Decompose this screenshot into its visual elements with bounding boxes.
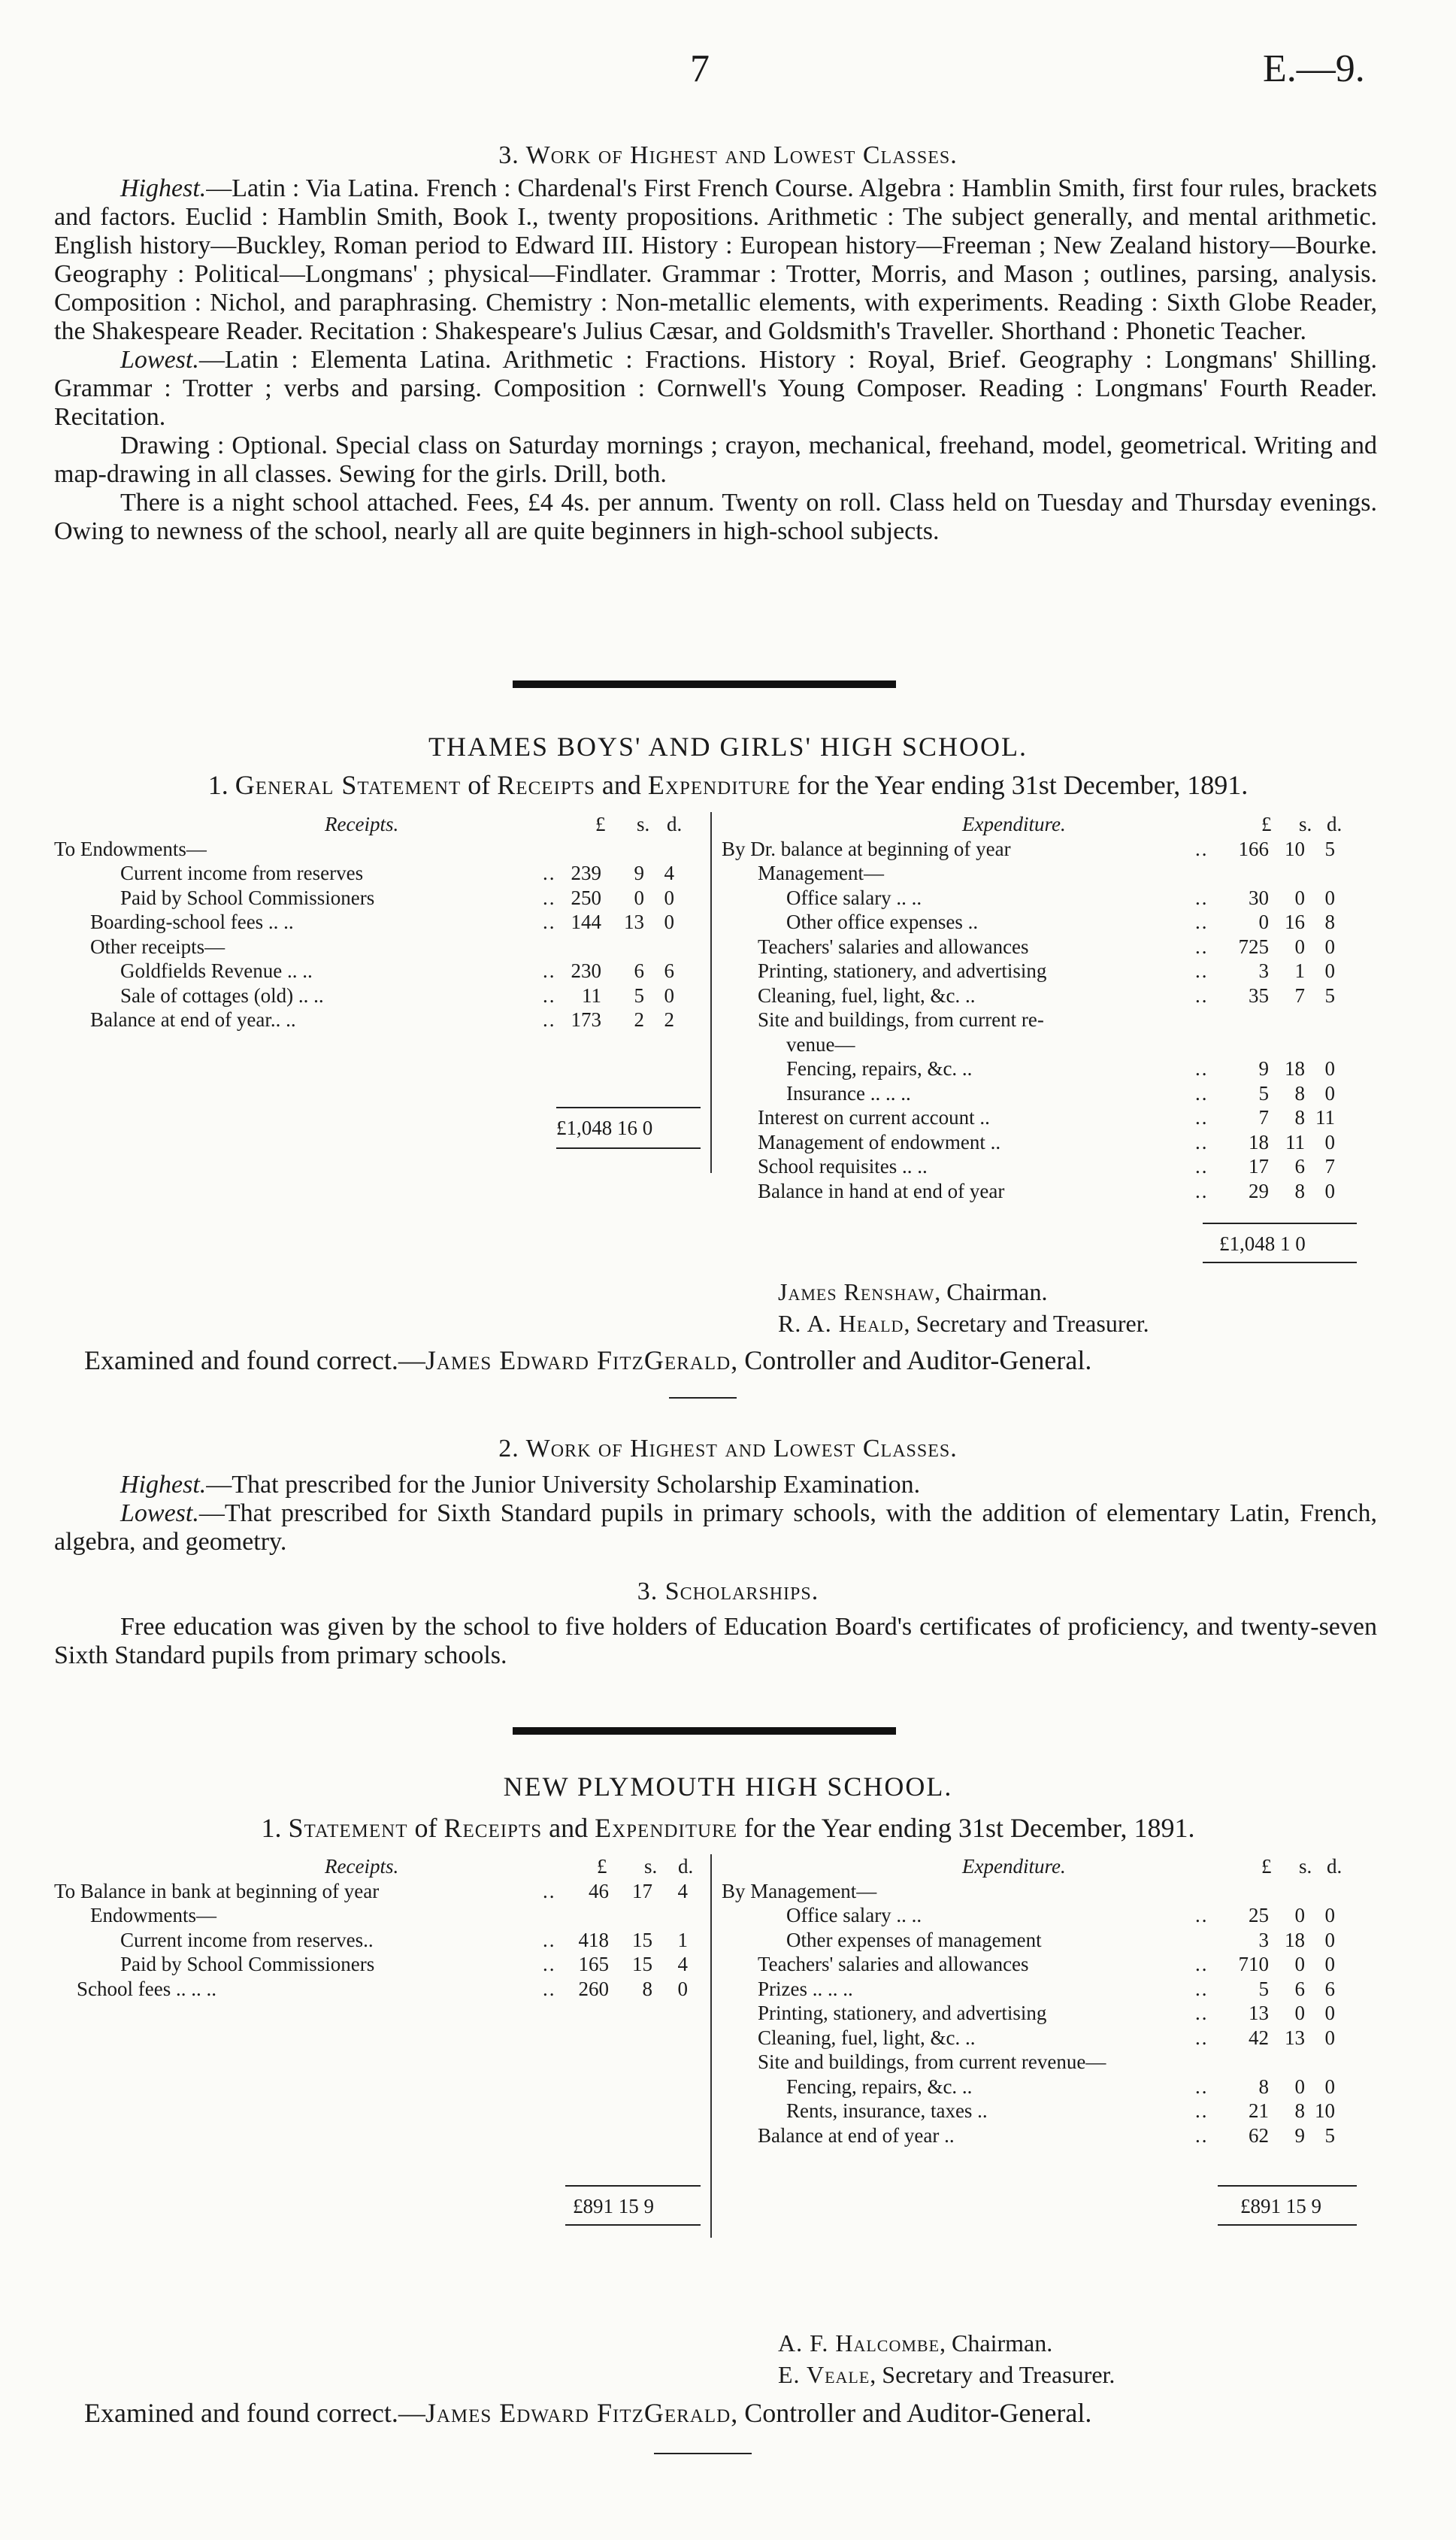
row-label: By Dr. balance at beginning of year [722, 837, 1011, 860]
account-row [722, 2026, 1383, 2050]
leader-dots: .. [1195, 2123, 1209, 2147]
amount-shillings: 7 [1294, 984, 1305, 1007]
leader-dots: .. [1195, 1106, 1209, 1129]
amount-pounds: 29 [1249, 1179, 1269, 1202]
currency-pence: d. [667, 813, 683, 835]
amount-pence: 1 [677, 1928, 688, 1951]
account-row [722, 2001, 1383, 2026]
leader-dots: .. [543, 1008, 556, 1031]
row-label: Management— [758, 862, 884, 884]
amount-pounds: 42 [1249, 2026, 1269, 2049]
leader-dots: .. [1195, 935, 1209, 958]
row-label: Boarding-school fees .. .. [90, 911, 294, 933]
account-row [54, 935, 708, 959]
amount-shillings: 17 [632, 1879, 652, 1902]
currency-shilling: s. [1299, 1855, 1312, 1878]
account-row [722, 1928, 1383, 1953]
row-label: Goldfields Revenue .. .. [120, 959, 313, 982]
section-heading: 3. Work of Highest and Lowest Classes. [498, 141, 958, 169]
leader-dots: .. [1195, 1179, 1209, 1202]
account-row [54, 910, 708, 935]
account-row [722, 861, 1383, 886]
receipts-heading: Receipts. [325, 1855, 399, 1878]
amount-pence: 0 [664, 886, 674, 909]
amount-pence: 6 [1324, 1977, 1335, 2000]
receipts-table [54, 1854, 708, 2217]
leader-dots: .. [543, 1879, 556, 1902]
lowest-text: —Latin : Elementa Latina. Arithmetic : Fractions. History : Royal, Brief. Geography : Longmans' Shilling. Grammar : Trotter ; verbs and parsing. Composition : Cornwell's Young Composer. Reading : Longmans' Fourth Reader. Recitation. [54, 346, 1377, 431]
row-label: Balance at end of year .. [758, 2123, 955, 2147]
receipts-table [54, 812, 708, 1139]
row-label: Fencing, repairs, &c. .. [786, 1057, 973, 1080]
amount-shillings: 0 [1294, 2075, 1305, 2098]
amount-pounds: 166 [1238, 837, 1269, 860]
leader-dots: .. [1195, 1081, 1209, 1105]
amount-pence: 4 [677, 1953, 688, 1975]
amount-pence: 4 [664, 862, 674, 884]
row-label: Office salary .. .. [786, 886, 922, 909]
page-number: 7 [690, 47, 710, 90]
account-row [54, 837, 708, 862]
row-label: Balance in hand at end of year [758, 1179, 1005, 1202]
amount-shillings: 0 [1294, 935, 1305, 958]
page-series: E.—9. [1263, 47, 1365, 90]
amount-pence: 10 [1315, 2099, 1335, 2122]
amount-pence: 6 [664, 959, 674, 982]
row-label: Fencing, repairs, &c. .. [786, 2075, 973, 2098]
row-label: Teachers' salaries and allowances [758, 1953, 1029, 1975]
amount-shillings: 6 [634, 959, 644, 982]
total-rule [1203, 1262, 1357, 1263]
row-label: Site and buildings, from current revenue— [758, 2050, 1106, 2073]
section-heading: 3. Scholarships. [637, 1578, 819, 1605]
account-row [54, 1928, 708, 1953]
currency-pound: £ [1261, 813, 1272, 835]
row-label: Cleaning, fuel, light, &c. .. [758, 2026, 976, 2049]
night-school-text: There is a night school attached. Fees, £4 4s. per annum. Twenty on roll. Class held on Tuesday and Thursday evenings. Owing to newness of the school, nearly all are quite beginners in high-school subjects. [54, 489, 1377, 545]
amount-shillings: 15 [632, 1953, 652, 1975]
account-row [722, 886, 1383, 911]
amount-pounds: 710 [1238, 1953, 1269, 1975]
amount-shillings: 10 [1285, 837, 1305, 860]
amount-pounds: 725 [1238, 935, 1269, 958]
row-label: Cleaning, fuel, light, &c. .. [758, 984, 976, 1007]
short-divider [654, 2453, 752, 2454]
amount-pounds: 17 [1249, 1155, 1269, 1178]
leader-dots: .. [543, 959, 556, 982]
amount-shillings: 13 [1285, 2026, 1305, 2049]
signature-chairman: James Renshaw, Chairman. [778, 1278, 1048, 1305]
currency-shilling: s. [644, 1855, 658, 1878]
amount-pounds: 30 [1249, 886, 1269, 909]
school-title: NEW PLYMOUTH HIGH SCHOOL. [503, 1772, 953, 1802]
section-divider [513, 1727, 896, 1735]
currency-pound: £ [1261, 1855, 1272, 1878]
amount-pounds: 230 [571, 959, 601, 982]
account-row [722, 1130, 1383, 1155]
currency-shilling: s. [1299, 813, 1312, 835]
row-label: Site and buildings, from current re- [758, 1008, 1044, 1031]
leader-dots: .. [1195, 2026, 1209, 2049]
row-label: Other receipts— [90, 935, 226, 958]
amount-shillings: 0 [634, 886, 644, 909]
account-row [54, 1903, 708, 1928]
statement-subtitle: 1. Statement of Receipts and Expenditure for the Year ending 31st December, 1891. [261, 1813, 1195, 1843]
amount-pence: 0 [664, 911, 674, 933]
amount-shillings: 0 [1294, 2002, 1305, 2024]
account-row [722, 959, 1383, 984]
amount-shillings: 8 [1294, 1179, 1305, 1202]
amount-shillings: 0 [1294, 1953, 1305, 1975]
currency-pound: £ [597, 1855, 607, 1878]
account-row [722, 935, 1383, 959]
amount-shillings: 8 [1294, 1081, 1305, 1105]
leader-dots: .. [1195, 886, 1209, 909]
account-row [722, 2099, 1383, 2123]
amount-shillings: 13 [624, 911, 644, 933]
expenditure-total: £1,048 1 0 [1219, 1232, 1306, 1255]
row-label: venue— [786, 1032, 855, 1056]
account-row [722, 1056, 1383, 1081]
amount-pounds: 418 [578, 1928, 609, 1951]
total-rule [556, 1147, 701, 1149]
amount-pounds: 18 [1249, 1130, 1269, 1153]
amount-pence: 0 [677, 1977, 688, 2000]
amount-pence: 4 [677, 1879, 688, 1902]
row-label: School requisites .. .. [758, 1155, 928, 1178]
total-rule [556, 1107, 701, 1108]
leader-dots: .. [543, 1928, 556, 1951]
expenditure-table [722, 812, 1383, 1255]
amount-pence: 0 [1324, 886, 1335, 909]
account-row [54, 861, 708, 886]
account-row [54, 1977, 708, 2002]
account-row [54, 1952, 708, 1977]
row-label: Sale of cottages (old) .. .. [120, 984, 324, 1007]
signature-chairman: A. F. Halcombe, Chairman. [778, 2329, 1053, 2357]
leader-dots: .. [543, 862, 556, 884]
amount-pence: 0 [1324, 959, 1335, 982]
amount-shillings: 15 [632, 1928, 652, 1951]
row-label: Paid by School Commissioners [120, 1953, 375, 1975]
total-rule [1203, 1223, 1357, 1224]
currency-pence: d. [1327, 813, 1342, 835]
leader-dots: .. [1195, 959, 1209, 982]
amount-shillings: 11 [1285, 1130, 1305, 1153]
leader-dots: .. [543, 1953, 556, 1975]
amount-pounds: 173 [571, 1008, 601, 1031]
amount-pence: 0 [1324, 1928, 1335, 1951]
amount-pence: 0 [1324, 2002, 1335, 2024]
row-label: Printing, stationery, and advertising [758, 2002, 1047, 2024]
amount-pounds: 21 [1249, 2099, 1269, 2122]
row-label: To Endowments— [54, 837, 207, 860]
amount-pounds: 165 [578, 1953, 609, 1975]
account-row [722, 1105, 1383, 1130]
account-row [722, 2050, 1383, 2075]
amount-shillings: 6 [1294, 1155, 1305, 1178]
amount-pounds: 260 [578, 1977, 609, 2000]
highest-label: Highest. [120, 174, 207, 202]
amount-pence: 2 [664, 1008, 674, 1031]
leader-dots: .. [1195, 911, 1209, 933]
amount-pounds: 5 [1258, 1081, 1269, 1105]
leader-dots: .. [1195, 1953, 1209, 1975]
signature-secretary: R. A. Heald, Secretary and Treasurer. [778, 1310, 1149, 1337]
amount-pounds: 239 [571, 862, 601, 884]
amount-pounds: 7 [1258, 1106, 1269, 1129]
row-label: Management of endowment .. [758, 1130, 1001, 1153]
row-label: Rents, insurance, taxes .. [786, 2099, 988, 2122]
amount-pence: 0 [1324, 1953, 1335, 1975]
leader-dots: .. [1195, 1057, 1209, 1080]
leader-dots: .. [1195, 1130, 1209, 1153]
amount-shillings: 16 [1285, 911, 1305, 933]
row-label: Insurance .. .. .. [786, 1081, 911, 1105]
leader-dots: .. [543, 886, 556, 909]
amount-shillings: 0 [1294, 886, 1305, 909]
amount-pounds: 3 [1258, 1928, 1269, 1951]
section-divider [513, 680, 896, 688]
highest-text: —Latin : Via Latina. French : Chardenal's First French Course. Algebra : Hamblin Smith, first four rules, brackets and factors. Euclid : Hamblin Smith, Book I., twenty propositions. Arithmetic : The subject generally, and mental arithmetic. English history—Buckley, Roman period to Edward III. History : European history—Freeman ; New Zealand history—Bourke. Geography : Political—Longmans' ; physical—Findlater. Grammar : Trotter, Morris, and Mason ; outlines, parsing, analysis. Composition : Nichol, and paraphrasing. Chemistry : Non-metallic elements, with experiments. Reading : Sixth Globe Reader, the Shakespeare Reader. Recitation : Shakespeare's Julius Cæsar, and Goldsmith's Traveller. Shorthand : Phonetic Teacher. [54, 174, 1377, 345]
row-label: Endowments— [90, 1904, 216, 1926]
account-row [54, 984, 708, 1008]
expenditure-total: £891 15 9 [1240, 2195, 1321, 2217]
amount-pence: 0 [1324, 2026, 1335, 2049]
classes-text [54, 174, 1377, 546]
amount-pounds: 25 [1249, 1904, 1269, 1926]
row-label: Current income from reserves.. [120, 1928, 374, 1951]
amount-pounds: 13 [1249, 2002, 1269, 2024]
amount-shillings: 2 [634, 1008, 644, 1031]
leader-dots: .. [1195, 2075, 1209, 2098]
amount-pence: 0 [1324, 935, 1335, 958]
thames-classes-text: Highest.—That prescribed for the Junior University Scholarship Examination. Lowest.—That prescribed for Sixth Standard pupils in primary schools, with the addition of elementary Latin, French, algebra, and geometry. [54, 1471, 1377, 1556]
row-label: Other office expenses .. [786, 911, 979, 933]
leader-dots: .. [543, 984, 556, 1007]
amount-pence: 11 [1315, 1106, 1335, 1129]
auditor-statement: Examined and found correct.—James Edward FitzGerald, Controller and Auditor-General. [84, 2398, 1092, 2428]
currency-pence: d. [678, 1855, 694, 1878]
amount-shillings: 8 [1294, 1106, 1305, 1129]
row-label: Teachers' salaries and allowances [758, 935, 1029, 958]
amount-pence: 0 [1324, 1904, 1335, 1926]
account-row [722, 1952, 1383, 1977]
amount-pence: 5 [1324, 984, 1335, 1007]
total-rule [1218, 2185, 1357, 2187]
amount-shillings: 5 [634, 984, 644, 1007]
row-label: By Management— [722, 1879, 877, 1902]
account-row [722, 2123, 1383, 2148]
expenditure-heading: Expenditure. [962, 813, 1066, 835]
amount-pence: 8 [1324, 911, 1335, 933]
drawing-text: Drawing : Optional. Special class on Saturday mornings ; crayon, mechanical, freehand, model, geometrical. Writing and map-drawing in all classes. Sewing for the girls. Drill, both. [54, 432, 1377, 488]
row-label: Prizes .. .. .. [758, 1977, 853, 2000]
amount-pence: 0 [1324, 1179, 1335, 1202]
amount-pounds: 250 [571, 886, 601, 909]
amount-pounds: 3 [1258, 959, 1269, 982]
amount-pounds: 5 [1258, 1977, 1269, 2000]
total-rule [1218, 2224, 1357, 2226]
account-row [722, 1879, 1383, 1904]
amount-shillings: 18 [1285, 1928, 1305, 1951]
amount-pence: 0 [664, 984, 674, 1007]
column-divider [710, 812, 712, 1173]
amount-shillings: 0 [1294, 1904, 1305, 1926]
row-label: Office salary .. .. [786, 1904, 922, 1926]
row-label: School fees .. .. .. [77, 1977, 216, 2000]
amount-shillings: 9 [634, 862, 644, 884]
lowest-label: Lowest. [120, 346, 199, 374]
row-label: To Balance in bank at beginning of year [54, 1879, 380, 1902]
account-row [54, 1879, 708, 1904]
currency-pence: d. [1327, 1855, 1342, 1878]
account-row [722, 1977, 1383, 2002]
row-label: Current income from reserves [120, 862, 364, 884]
account-row [54, 959, 708, 984]
account-row [722, 1903, 1383, 1928]
amount-pounds: 144 [571, 911, 601, 933]
amount-shillings: 8 [1294, 2099, 1305, 2122]
total-rule [565, 2185, 701, 2187]
amount-shillings: 18 [1285, 1057, 1305, 1080]
leader-dots: .. [1195, 2002, 1209, 2024]
receipts-total: £891 15 9 [573, 2195, 654, 2217]
account-row [722, 984, 1383, 1008]
scholarships-text: Free education was given by the school to five holders of Education Board's certificates of proficiency, and twenty-seven Sixth Standard pupils from primary schools. [54, 1613, 1377, 1669]
short-divider [669, 1397, 737, 1399]
currency-pound: £ [595, 813, 606, 835]
leader-dots: .. [1195, 837, 1209, 860]
row-label: Balance at end of year.. .. [90, 1008, 296, 1031]
amount-pounds: 11 [582, 984, 601, 1007]
account-row [722, 1008, 1383, 1032]
receipts-total: £1,048 16 0 [556, 1117, 653, 1139]
currency-shilling: s. [637, 813, 650, 835]
amount-pounds: 46 [589, 1879, 609, 1902]
amount-pounds: 35 [1249, 984, 1269, 1007]
amount-pounds: 9 [1258, 1057, 1269, 1080]
leader-dots: .. [543, 911, 556, 933]
amount-pence: 0 [1324, 2075, 1335, 2098]
account-row [722, 1179, 1383, 1204]
leader-dots: .. [1195, 2099, 1209, 2122]
amount-shillings: 6 [1294, 1977, 1305, 2000]
amount-pounds: 62 [1249, 2123, 1269, 2147]
total-rule [565, 2224, 701, 2226]
row-label: Printing, stationery, and advertising [758, 959, 1047, 982]
account-row [722, 1154, 1383, 1179]
school-title: THAMES BOYS' AND GIRLS' HIGH SCHOOL. [428, 732, 1028, 762]
expenditure-heading: Expenditure. [962, 1855, 1066, 1878]
amount-shillings: 9 [1294, 2123, 1305, 2147]
amount-shillings: 8 [642, 1977, 652, 2000]
account-row [722, 2075, 1383, 2099]
amount-pence: 5 [1324, 2123, 1335, 2147]
receipts-heading: Receipts. [325, 813, 399, 835]
amount-pounds: 8 [1258, 2075, 1269, 2098]
leader-dots: .. [1195, 1155, 1209, 1178]
auditor-statement: Examined and found correct.—James Edward FitzGerald, Controller and Auditor-General. [84, 1345, 1092, 1375]
column-divider [710, 1854, 712, 2238]
amount-shillings: 1 [1294, 959, 1305, 982]
leader-dots: .. [1195, 1977, 1209, 2000]
leader-dots: .. [1195, 1904, 1209, 1926]
leader-dots: .. [1195, 984, 1209, 1007]
amount-pence: 0 [1324, 1081, 1335, 1105]
row-label: Interest on current account .. [758, 1106, 990, 1129]
account-row [54, 1008, 708, 1032]
row-label: Other expenses of management [786, 1928, 1042, 1951]
amount-pounds: 0 [1258, 911, 1269, 933]
account-row [722, 837, 1383, 862]
leader-dots: .. [543, 1977, 556, 2000]
statement-subtitle: 1. General Statement of Receipts and Expenditure for the Year ending 31st December, 1891. [207, 770, 1249, 800]
section-heading: 2. Work of Highest and Lowest Classes. [498, 1435, 958, 1462]
account-row [722, 1032, 1383, 1057]
account-row [54, 886, 708, 911]
account-row [722, 1081, 1383, 1106]
amount-pence: 0 [1324, 1130, 1335, 1153]
amount-pence: 5 [1324, 837, 1335, 860]
amount-pence: 7 [1324, 1155, 1335, 1178]
expenditure-table [722, 1854, 1383, 2217]
signature-secretary: E. Veale, Secretary and Treasurer. [778, 2361, 1115, 2388]
row-label: Paid by School Commissioners [120, 886, 375, 909]
account-row [722, 910, 1383, 935]
amount-pence: 0 [1324, 1057, 1335, 1080]
